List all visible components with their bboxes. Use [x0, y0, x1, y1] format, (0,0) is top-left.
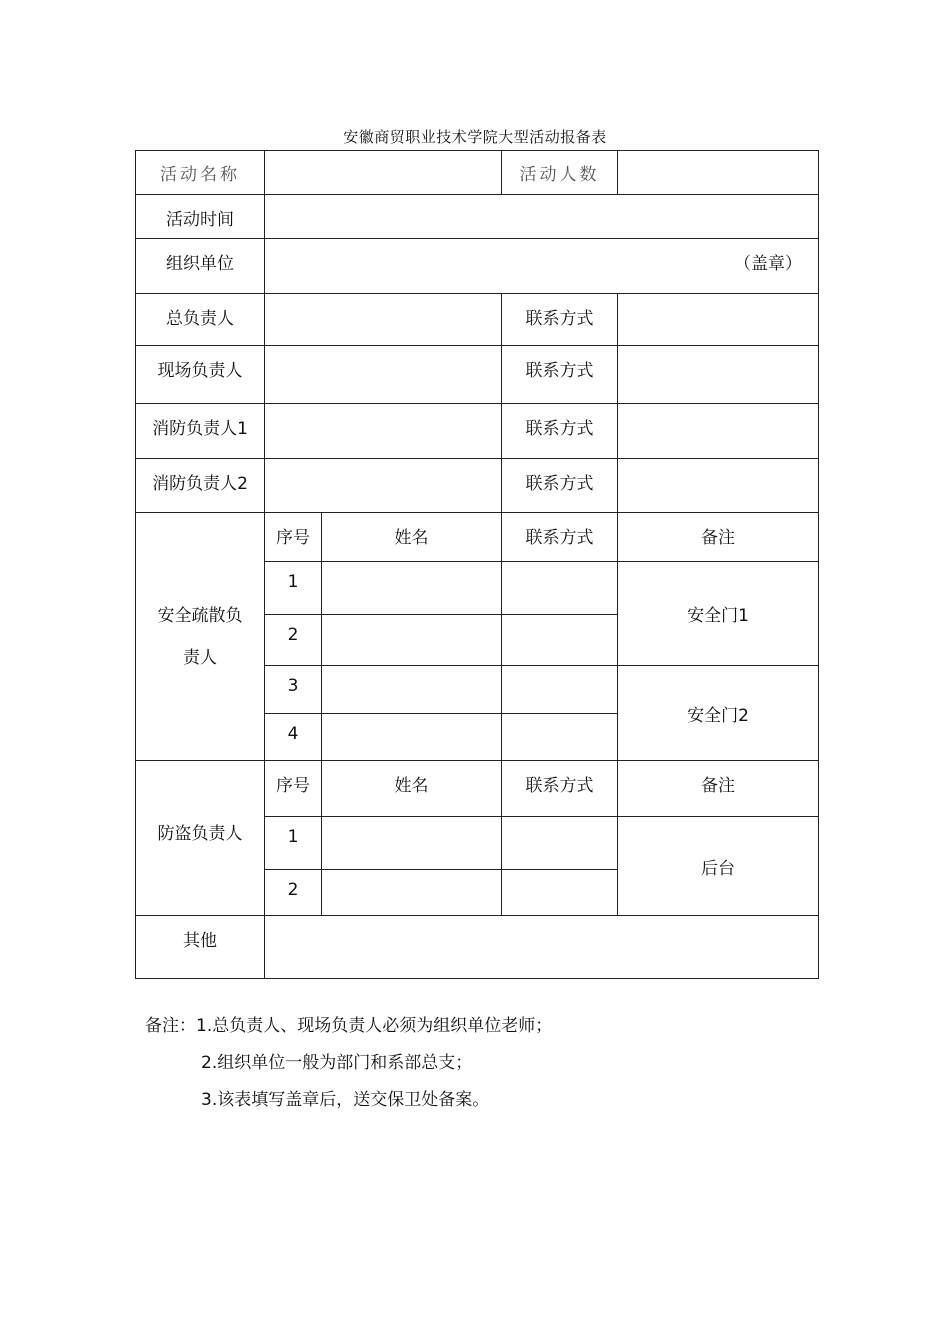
- remark-safety-door-2: 安全门2: [618, 666, 819, 761]
- name-field[interactable]: [322, 615, 502, 666]
- evacuation-header-row: [136, 513, 819, 562]
- note-line-2: 2.组织单位一般为部门和系部总支；: [201, 1053, 473, 1073]
- col-header-remark: 备注: [618, 761, 819, 817]
- onsite-manager-contact-field[interactable]: [618, 346, 819, 404]
- row-fire-manager-1: [136, 404, 819, 459]
- row-seq: 1: [265, 817, 322, 870]
- fire-manager-2-contact-field[interactable]: [618, 459, 819, 513]
- activity-name-field[interactable]: [265, 151, 502, 195]
- fire-manager-2-label: 消防负责人2: [136, 459, 265, 513]
- name-field[interactable]: [322, 666, 502, 714]
- form-notes: [145, 1008, 552, 1119]
- contact-field[interactable]: [502, 615, 618, 666]
- org-unit-field[interactable]: [265, 239, 819, 294]
- row-seq: 3: [265, 666, 322, 714]
- contact-label: 联系方式: [502, 459, 618, 513]
- evacuation-manager-label: [136, 513, 265, 761]
- fire-manager-1-label: 消防负责人1: [136, 404, 265, 459]
- col-header-seq: 序号: [265, 513, 322, 562]
- col-header-remark: 备注: [618, 513, 819, 562]
- name-field[interactable]: [322, 817, 502, 870]
- fire-manager-1-field[interactable]: [265, 404, 502, 459]
- theft-header-row: [136, 761, 819, 817]
- col-header-seq: 序号: [265, 761, 322, 817]
- name-field[interactable]: [322, 870, 502, 916]
- evacuation-label-line1: 安全疏散负: [157, 605, 243, 626]
- onsite-manager-field[interactable]: [265, 346, 502, 404]
- contact-field[interactable]: [502, 666, 618, 714]
- contact-label: 联系方式: [502, 404, 618, 459]
- contact-label: 联系方式: [502, 346, 618, 404]
- row-other: [136, 916, 819, 979]
- row-seq: 4: [265, 714, 322, 761]
- theft-manager-label: 防盗负责人: [136, 761, 265, 916]
- activity-time-field[interactable]: [265, 195, 819, 239]
- contact-label: 联系方式: [502, 294, 618, 346]
- row-seq: 2: [265, 615, 322, 666]
- note-line-3: 3.该表填写盖章后，送交保卫处备案。: [201, 1090, 490, 1110]
- row-activity-name: [136, 151, 819, 195]
- activity-report-form: [135, 150, 819, 979]
- seal-note: （盖章）: [734, 254, 802, 274]
- row-fire-manager-2: [136, 459, 819, 513]
- col-header-contact: 联系方式: [502, 513, 618, 562]
- col-header-name: 姓名: [322, 761, 502, 817]
- contact-field[interactable]: [502, 870, 618, 916]
- col-header-name: 姓名: [322, 513, 502, 562]
- note-line-1: 备注：1.总负责人、现场负责人必须为组织单位老师；: [145, 1016, 553, 1036]
- general-manager-field[interactable]: [265, 294, 502, 346]
- name-field[interactable]: [322, 714, 502, 761]
- col-header-contact: 联系方式: [502, 761, 618, 817]
- row-org-unit: [136, 239, 819, 294]
- org-unit-label: 组织单位: [136, 239, 265, 294]
- remark-backstage: 后台: [618, 817, 819, 916]
- general-manager-label: 总负责人: [136, 294, 265, 346]
- row-onsite-manager: [136, 346, 819, 404]
- activity-count-label: 活动人数: [502, 151, 618, 195]
- evacuation-label-line2: 责人: [183, 647, 217, 668]
- activity-name-label: 活动名称: [136, 151, 265, 195]
- row-activity-time: [136, 195, 819, 239]
- general-manager-contact-field[interactable]: [618, 294, 819, 346]
- fire-manager-2-field[interactable]: [265, 459, 502, 513]
- fire-manager-1-contact-field[interactable]: [618, 404, 819, 459]
- form-title: 安徽商贸职业技术学院大型活动报备表: [343, 128, 607, 146]
- onsite-manager-label: 现场负责人: [136, 346, 265, 404]
- contact-field[interactable]: [502, 714, 618, 761]
- other-field[interactable]: [265, 916, 819, 979]
- row-seq: 1: [265, 562, 322, 615]
- activity-time-label: 活动时间: [136, 195, 265, 239]
- remark-safety-door-1: 安全门1: [618, 562, 819, 666]
- contact-field[interactable]: [502, 817, 618, 870]
- row-general-manager: [136, 294, 819, 346]
- row-seq: 2: [265, 870, 322, 916]
- activity-count-field[interactable]: [618, 151, 819, 195]
- contact-field[interactable]: [502, 562, 618, 615]
- name-field[interactable]: [322, 562, 502, 615]
- other-label: 其他: [136, 916, 265, 979]
